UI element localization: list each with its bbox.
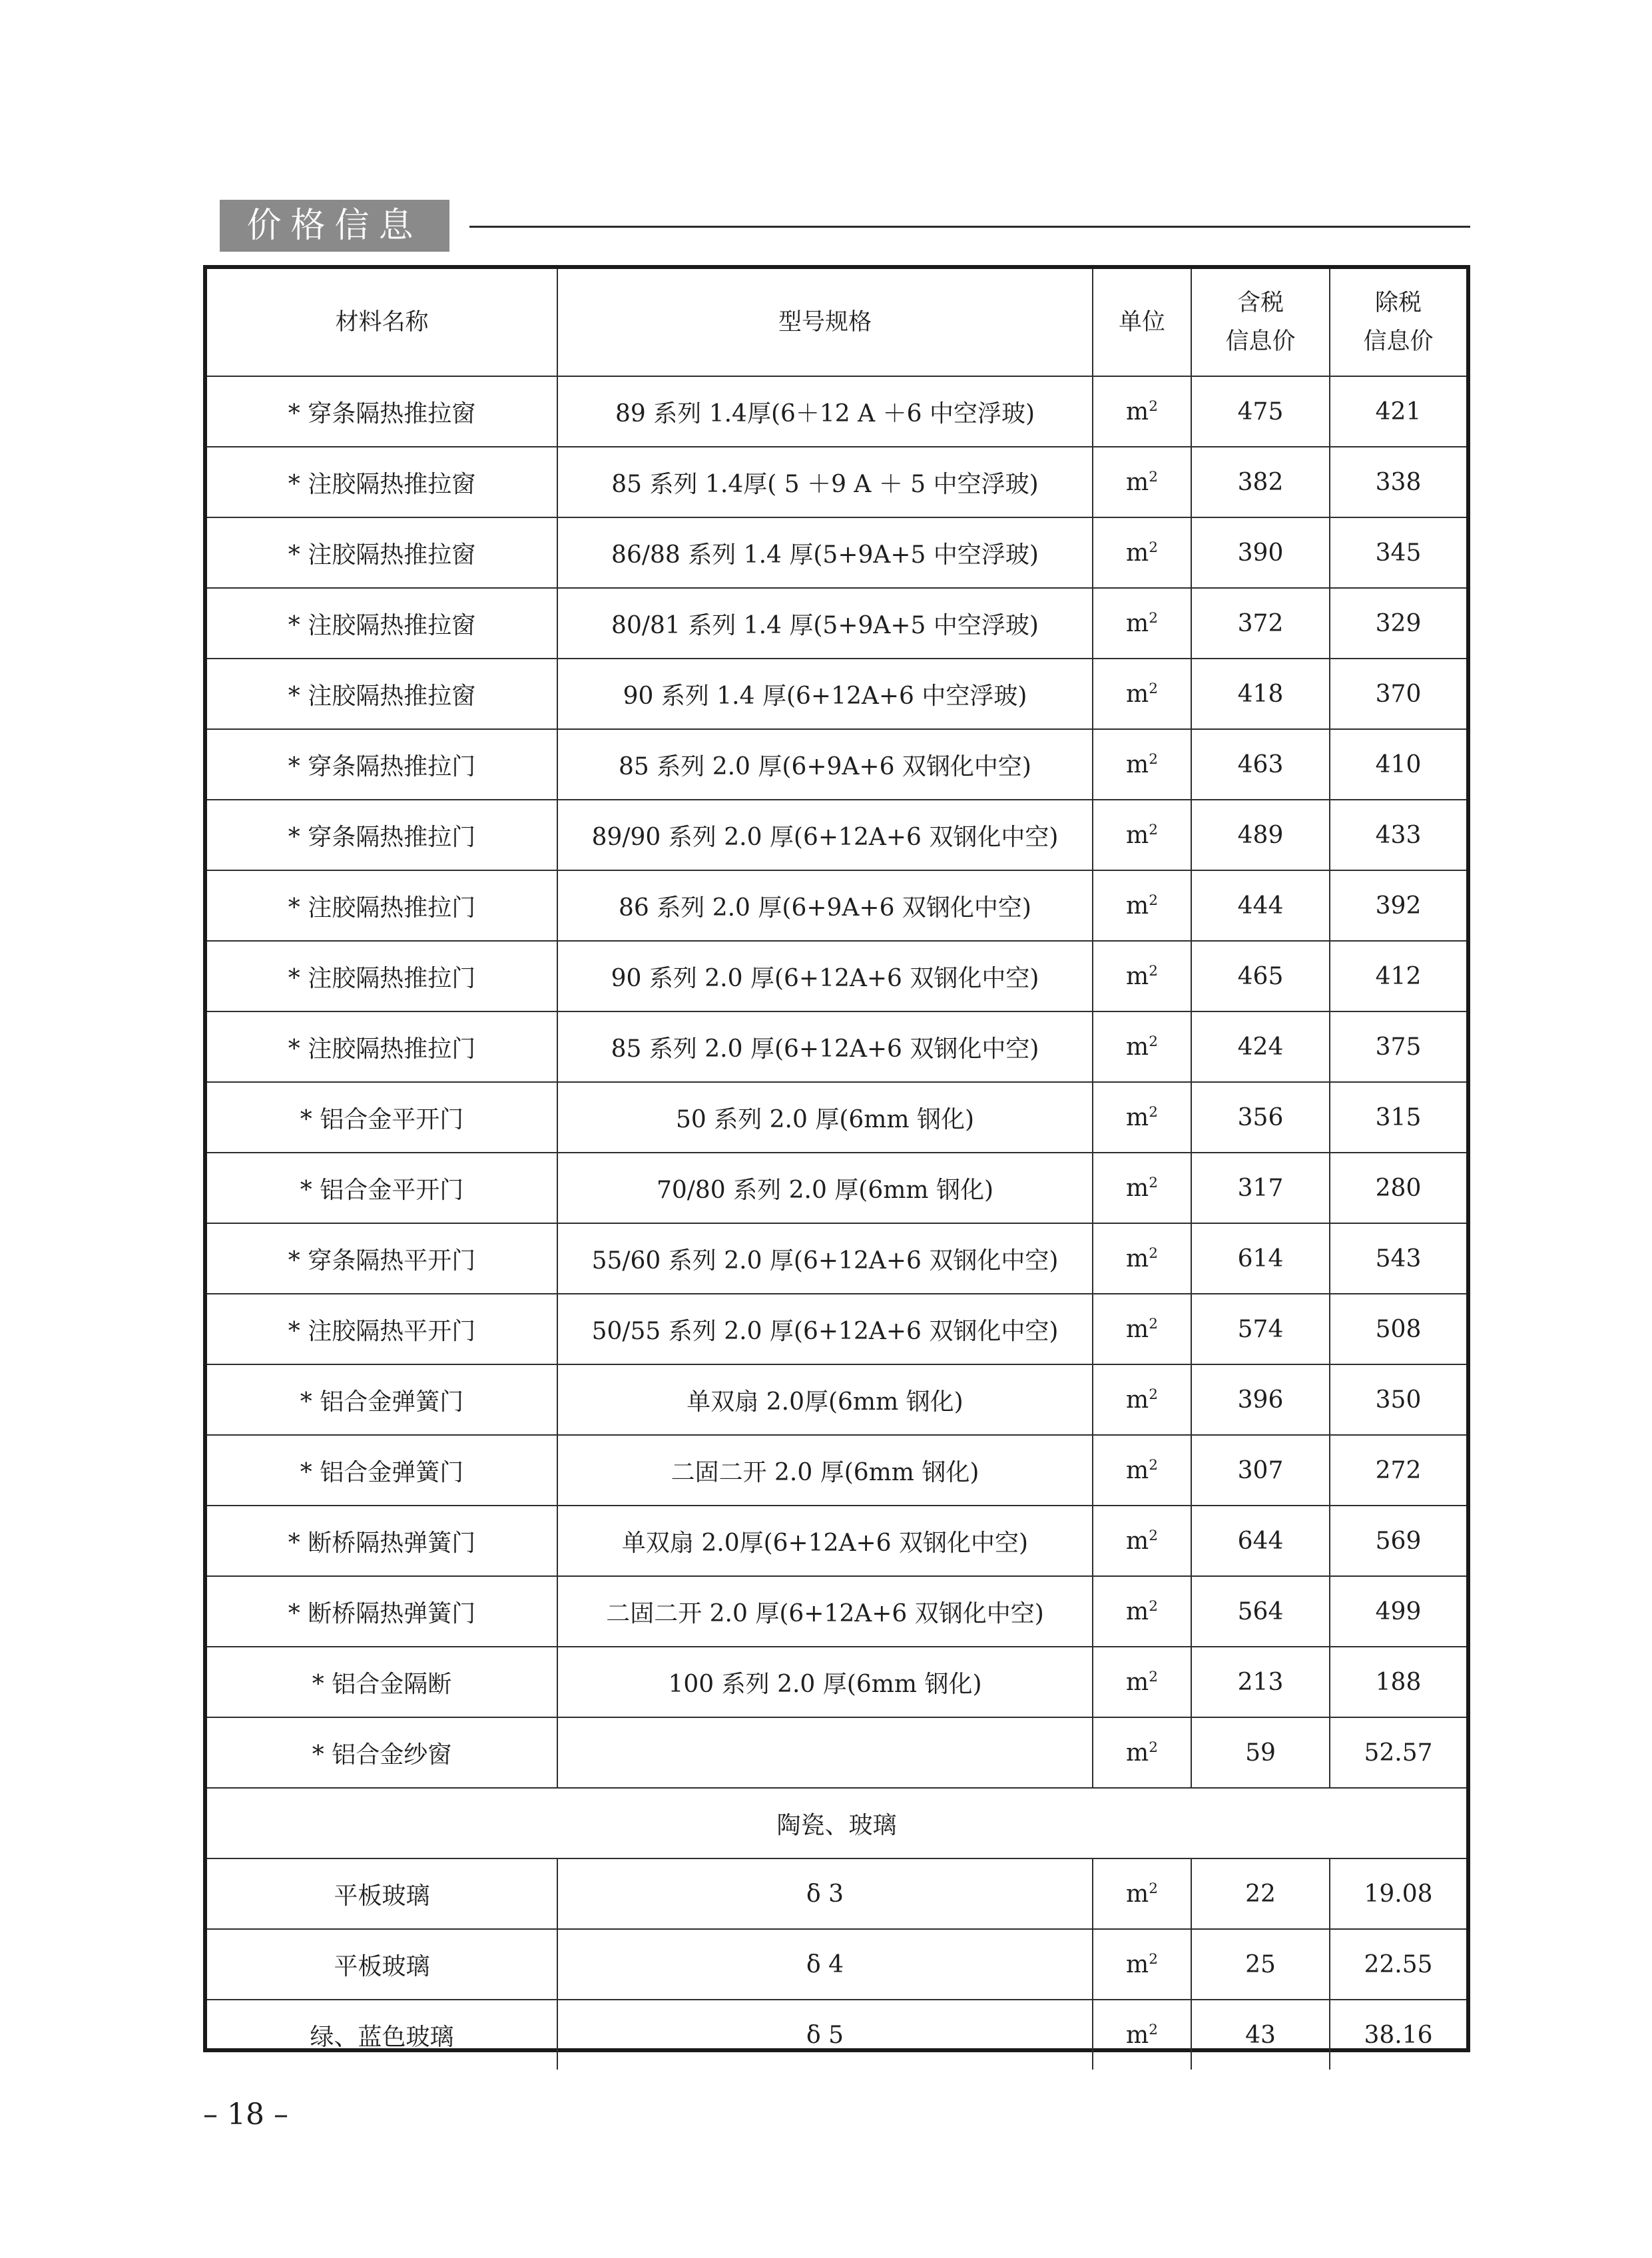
material-name-cell: * 铝合金平开门 [207, 1082, 557, 1153]
spec-cell: 85 系列 2.0 厚(6+12A+6 双钢化中空) [557, 1011, 1093, 1082]
price-tax-cell: 644 [1191, 1506, 1330, 1576]
price-notax-cell: 280 [1330, 1153, 1466, 1223]
price-tax-cell: 444 [1191, 870, 1330, 941]
spec-cell: 55/60 系列 2.0 厚(6+12A+6 双钢化中空) [557, 1223, 1093, 1294]
table-body [207, 376, 1466, 2070]
price-notax-cell: 569 [1330, 1506, 1466, 1576]
price-notax-cell: 22.55 [1330, 1929, 1466, 2000]
material-name-cell: * 铝合金弹簧门 [207, 1435, 557, 1506]
unit-base: m [1126, 1386, 1149, 1414]
material-name-cell: * 穿条隔热推拉门 [207, 729, 557, 800]
unit-exponent: 2 [1149, 1315, 1158, 1332]
table-row [207, 517, 1466, 588]
price-notax-cell: 412 [1330, 941, 1466, 1011]
unit-cell [1093, 1082, 1191, 1153]
price-tax-cell: 382 [1191, 447, 1330, 517]
unit-exponent: 2 [1149, 821, 1158, 838]
unit-base: m [1126, 1245, 1149, 1272]
unit-exponent: 2 [1149, 1033, 1158, 1050]
unit-base: m [1126, 468, 1149, 496]
material-name-cell: * 穿条隔热推拉门 [207, 800, 557, 870]
table-row [207, 1929, 1466, 2000]
col-header-price-notax-line2: 信息价 [1363, 328, 1434, 355]
price-tax-cell: 396 [1191, 1364, 1330, 1435]
price-notax-cell: 272 [1330, 1435, 1466, 1506]
unit-exponent: 2 [1149, 468, 1158, 485]
unit-exponent: 2 [1149, 750, 1158, 768]
unit-cell [1093, 588, 1191, 659]
material-name-cell: * 注胶隔热推拉门 [207, 941, 557, 1011]
price-tax-cell: 564 [1191, 1576, 1330, 1647]
material-name-cell: * 注胶隔热推拉窗 [207, 447, 557, 517]
material-name-cell: 绿、蓝色玻璃 [207, 2000, 557, 2070]
material-name-cell: * 注胶隔热推拉窗 [207, 588, 557, 659]
table-row [207, 447, 1466, 517]
material-name-cell: * 铝合金平开门 [207, 1153, 557, 1223]
price-tax-cell: 463 [1191, 729, 1330, 800]
table-row [207, 1223, 1466, 1294]
table-row [207, 1082, 1466, 1153]
price-notax-cell: 338 [1330, 447, 1466, 517]
table-row [207, 1011, 1466, 1082]
material-name-cell: 平板玻璃 [207, 1858, 557, 1929]
unit-base: m [1126, 892, 1149, 920]
material-name-cell: * 断桥隔热弹簧门 [207, 1576, 557, 1647]
page-number: – 18 – [203, 2098, 288, 2131]
material-name-cell: * 注胶隔热推拉门 [207, 1011, 557, 1082]
unit-exponent: 2 [1149, 539, 1158, 556]
unit-exponent: 2 [1149, 1174, 1158, 1191]
price-tax-cell: 372 [1191, 588, 1330, 659]
spec-cell: 90 系列 1.4 厚(6+12A+6 中空浮玻) [557, 659, 1093, 729]
table-row [207, 376, 1466, 447]
unit-cell [1093, 729, 1191, 800]
price-tax-cell: 59 [1191, 1717, 1330, 1788]
col-header-price-tax [1191, 269, 1330, 376]
table-row [207, 1435, 1466, 1506]
table-row [207, 1294, 1466, 1364]
price-notax-cell: 499 [1330, 1576, 1466, 1647]
unit-base: m [1126, 2021, 1149, 2049]
table-row [207, 1647, 1466, 1717]
unit-exponent: 2 [1149, 1386, 1158, 1403]
col-header-price-notax [1330, 269, 1466, 376]
price-tax-cell: 390 [1191, 517, 1330, 588]
price-notax-cell: 188 [1330, 1647, 1466, 1717]
spec-cell: 二固二开 2.0 厚(6+12A+6 双钢化中空) [557, 1576, 1093, 1647]
table-row [207, 659, 1466, 729]
unit-base: m [1126, 1950, 1149, 1978]
table-row [207, 729, 1466, 800]
price-tax-cell: 574 [1191, 1294, 1330, 1364]
spec-cell: 100 系列 2.0 厚(6mm 钢化) [557, 1647, 1093, 1717]
unit-exponent: 2 [1149, 1527, 1158, 1544]
price-notax-cell: 329 [1330, 588, 1466, 659]
price-notax-cell: 52.57 [1330, 1717, 1466, 1788]
unit-cell [1093, 2000, 1191, 2070]
spec-cell: 86 系列 2.0 厚(6+9A+6 双钢化中空) [557, 870, 1093, 941]
price-tax-cell: 465 [1191, 941, 1330, 1011]
table-row [207, 870, 1466, 941]
table-row [207, 941, 1466, 1011]
section-header-tag: 价格信息 [220, 200, 449, 252]
price-tax-cell: 317 [1191, 1153, 1330, 1223]
unit-cell [1093, 1435, 1191, 1506]
unit-exponent: 2 [1149, 398, 1158, 415]
unit-cell [1093, 1929, 1191, 2000]
price-notax-cell: 410 [1330, 729, 1466, 800]
price-notax-cell: 370 [1330, 659, 1466, 729]
unit-cell [1093, 1364, 1191, 1435]
price-notax-cell: 315 [1330, 1082, 1466, 1153]
price-tax-cell: 213 [1191, 1647, 1330, 1717]
unit-base: m [1126, 1033, 1149, 1061]
material-name-cell: * 注胶隔热推拉门 [207, 870, 557, 941]
material-name-cell: * 注胶隔热推拉窗 [207, 659, 557, 729]
spec-cell: δ 4 [557, 1929, 1093, 2000]
unit-base: m [1126, 1880, 1149, 1908]
spec-cell: 85 系列 1.4厚( 5 ＋9 A ＋ 5 中空浮玻) [557, 447, 1093, 517]
price-tax-cell: 307 [1191, 1435, 1330, 1506]
spec-cell: 89 系列 1.4厚(6＋12 A ＋6 中空浮玻) [557, 376, 1093, 447]
unit-base: m [1126, 1103, 1149, 1131]
unit-cell [1093, 800, 1191, 870]
material-name-cell: 平板玻璃 [207, 1929, 557, 2000]
col-header-unit: 单位 [1093, 269, 1191, 376]
table-row [207, 1506, 1466, 1576]
table-row [207, 1858, 1466, 1929]
unit-cell [1093, 1576, 1191, 1647]
price-notax-cell: 433 [1330, 800, 1466, 870]
unit-exponent: 2 [1149, 1950, 1158, 1968]
price-tax-cell: 614 [1191, 1223, 1330, 1294]
price-notax-cell: 392 [1330, 870, 1466, 941]
unit-exponent: 2 [1149, 892, 1158, 909]
material-name-cell: * 铝合金纱窗 [207, 1717, 557, 1788]
unit-base: m [1126, 1315, 1149, 1343]
unit-cell [1093, 1011, 1191, 1082]
unit-cell [1093, 1294, 1191, 1364]
col-header-price-tax-line2: 信息价 [1225, 328, 1296, 355]
price-tax-cell: 475 [1191, 376, 1330, 447]
unit-exponent: 2 [1149, 2021, 1158, 2038]
price-tax-cell: 22 [1191, 1858, 1330, 1929]
unit-exponent: 2 [1149, 962, 1158, 980]
material-name-cell: * 铝合金隔断 [207, 1647, 557, 1717]
table-row [207, 1576, 1466, 1647]
unit-exponent: 2 [1149, 1739, 1158, 1756]
material-name-cell: * 穿条隔热推拉窗 [207, 376, 557, 447]
price-notax-cell: 421 [1330, 376, 1466, 447]
unit-exponent: 2 [1149, 1880, 1158, 1897]
price-tax-cell: 43 [1191, 2000, 1330, 2070]
unit-cell [1093, 659, 1191, 729]
price-tax-cell: 418 [1191, 659, 1330, 729]
material-name-cell: * 断桥隔热弹簧门 [207, 1506, 557, 1576]
unit-exponent: 2 [1149, 1597, 1158, 1615]
unit-cell [1093, 1223, 1191, 1294]
spec-cell: δ 5 [557, 2000, 1093, 2070]
unit-base: m [1126, 609, 1149, 637]
col-header-price-notax-line1: 除税 [1374, 290, 1422, 316]
table-row [207, 1153, 1466, 1223]
spec-cell: 90 系列 2.0 厚(6+12A+6 双钢化中空) [557, 941, 1093, 1011]
unit-base: m [1126, 1739, 1149, 1767]
spec-cell: 二固二开 2.0 厚(6mm 钢化) [557, 1435, 1093, 1506]
table-header-row [207, 269, 1466, 376]
spec-cell: 86/88 系列 1.4 厚(5+9A+5 中空浮玻) [557, 517, 1093, 588]
price-table [207, 269, 1466, 2070]
spec-cell: 70/80 系列 2.0 厚(6mm 钢化) [557, 1153, 1093, 1223]
table-row [207, 1364, 1466, 1435]
unit-exponent: 2 [1149, 1103, 1158, 1121]
unit-base: m [1126, 962, 1149, 990]
unit-exponent: 2 [1149, 680, 1158, 697]
material-name-cell: * 注胶隔热推拉窗 [207, 517, 557, 588]
spec-cell: 89/90 系列 2.0 厚(6+12A+6 双钢化中空) [557, 800, 1093, 870]
section-title: 陶瓷、玻璃 [207, 1788, 1466, 1858]
unit-base: m [1126, 821, 1149, 849]
price-notax-cell: 38.16 [1330, 2000, 1466, 2070]
unit-exponent: 2 [1149, 609, 1158, 627]
price-tax-cell: 25 [1191, 1929, 1330, 2000]
section-row [207, 1788, 1466, 1858]
price-notax-cell: 350 [1330, 1364, 1466, 1435]
price-notax-cell: 19.08 [1330, 1858, 1466, 1929]
price-notax-cell: 345 [1330, 517, 1466, 588]
unit-exponent: 2 [1149, 1245, 1158, 1262]
spec-cell: 单双扇 2.0厚(6mm 钢化) [557, 1364, 1093, 1435]
header-rule [469, 226, 1470, 228]
unit-cell [1093, 447, 1191, 517]
price-notax-cell: 543 [1330, 1223, 1466, 1294]
spec-cell: 50 系列 2.0 厚(6mm 钢化) [557, 1082, 1093, 1153]
unit-cell [1093, 941, 1191, 1011]
material-name-cell: * 穿条隔热平开门 [207, 1223, 557, 1294]
spec-cell: δ 3 [557, 1858, 1093, 1929]
unit-base: m [1126, 1527, 1149, 1555]
price-tax-cell: 489 [1191, 800, 1330, 870]
material-name-cell: * 铝合金弹簧门 [207, 1364, 557, 1435]
unit-exponent: 2 [1149, 1456, 1158, 1474]
unit-cell [1093, 1717, 1191, 1788]
unit-base: m [1126, 1668, 1149, 1696]
price-tax-cell: 356 [1191, 1082, 1330, 1153]
unit-cell [1093, 1153, 1191, 1223]
col-header-name: 材料名称 [207, 269, 557, 376]
unit-cell [1093, 517, 1191, 588]
unit-base: m [1126, 1174, 1149, 1202]
price-notax-cell: 508 [1330, 1294, 1466, 1364]
price-notax-cell: 375 [1330, 1011, 1466, 1082]
spec-cell: 80/81 系列 1.4 厚(5+9A+5 中空浮玻) [557, 588, 1093, 659]
unit-base: m [1126, 398, 1149, 425]
price-table-frame [203, 265, 1470, 2052]
unit-cell [1093, 870, 1191, 941]
spec-cell: 50/55 系列 2.0 厚(6+12A+6 双钢化中空) [557, 1294, 1093, 1364]
unit-base: m [1126, 1456, 1149, 1484]
spec-cell: 单双扇 2.0厚(6+12A+6 双钢化中空) [557, 1506, 1093, 1576]
unit-exponent: 2 [1149, 1668, 1158, 1685]
spec-cell: 85 系列 2.0 厚(6+9A+6 双钢化中空) [557, 729, 1093, 800]
unit-base: m [1126, 750, 1149, 778]
material-name-cell: * 注胶隔热平开门 [207, 1294, 557, 1364]
spec-cell [557, 1717, 1093, 1788]
unit-base: m [1126, 1597, 1149, 1625]
unit-cell [1093, 1506, 1191, 1576]
table-row [207, 1717, 1466, 1788]
price-tax-cell: 424 [1191, 1011, 1330, 1082]
unit-cell [1093, 376, 1191, 447]
unit-cell [1093, 1647, 1191, 1717]
col-header-price-tax-line1: 含税 [1237, 290, 1284, 316]
table-row [207, 2000, 1466, 2070]
table-row [207, 800, 1466, 870]
table-row [207, 588, 1466, 659]
unit-base: m [1126, 539, 1149, 567]
col-header-spec: 型号规格 [557, 269, 1093, 376]
unit-base: m [1126, 680, 1149, 708]
unit-cell [1093, 1858, 1191, 1929]
